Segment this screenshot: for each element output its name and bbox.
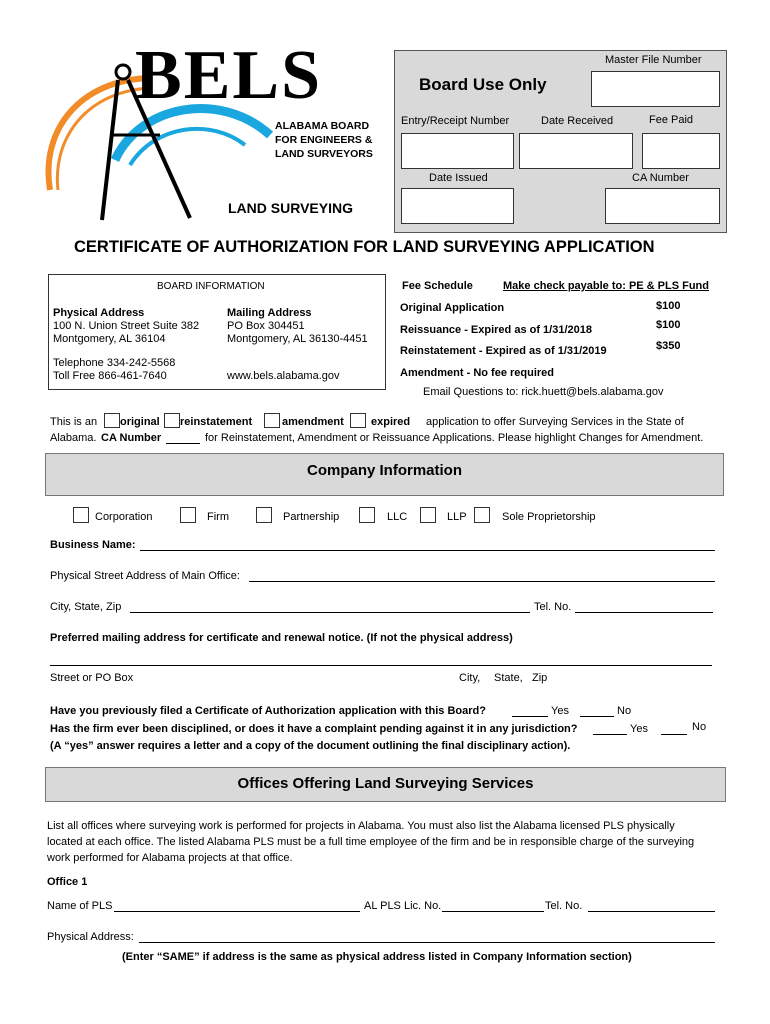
mailing-state-label: State, [494, 672, 523, 684]
name-of-pls-label: Name of PLS [47, 900, 113, 912]
physical-address-line2: Montgomery, AL 36104 [53, 333, 166, 345]
board-use-title: Board Use Only [419, 75, 547, 94]
office-tel-input[interactable] [588, 911, 715, 912]
date-received-field[interactable] [519, 133, 633, 169]
logo-line-3: LAND SURVEYORS [275, 148, 373, 160]
q2-yes-label: Yes [630, 723, 648, 735]
reissuance-fee-label: Reissuance - Expired as of 1/31/2018 [400, 324, 592, 336]
offices-paragraph-line2: located at each office. The listed Alabama PLS must be a full time employee of the firm and be in responsible charge of the surveying [47, 836, 695, 848]
llp-label: LLP [447, 511, 467, 523]
company-tel-label: Tel. No. [534, 601, 572, 613]
email-questions: Email Questions to: rick.huett@bels.alabama.gov [423, 386, 664, 398]
sole-proprietorship-label: Sole Proprietorship [502, 511, 596, 523]
ca-number-label: CA Number [632, 172, 689, 184]
entry-receipt-field[interactable] [401, 133, 514, 169]
llc-checkbox[interactable] [359, 507, 375, 523]
city-state-zip-input[interactable] [130, 612, 530, 613]
app-type-line2-suffix: for Reinstatement, Amendment or Reissuance Applications. Please highlight Changes for Amendment. [205, 432, 704, 444]
corporation-checkbox[interactable] [73, 507, 89, 523]
board-use-panel [394, 50, 727, 233]
business-name-input[interactable] [140, 550, 715, 551]
partnership-label: Partnership [283, 511, 340, 523]
logo [40, 37, 390, 225]
ca-number-field[interactable] [605, 188, 720, 224]
yes-answer-note: (A “yes” answer requires a letter and a copy of the document outlining the final disciplinary action). [50, 740, 571, 752]
offices-paragraph-line3: work performed for Alabama projects at that office. [47, 852, 293, 864]
amendment-fee-label: Amendment - No fee required [400, 367, 555, 379]
al-pls-lic-label: AL PLS Lic. No. [364, 900, 442, 912]
form-title: CERTIFICATE OF AUTHORIZATION FOR LAND SURVEYING APPLICATION [74, 238, 655, 256]
entry-receipt-label: Entry/Receipt Number [401, 115, 510, 127]
original-label: original [120, 416, 160, 428]
reinstatement-label: reinstatement [180, 416, 253, 428]
mailing-address-line2: Montgomery, AL 36130-4451 [227, 333, 368, 345]
date-issued-label: Date Issued [429, 172, 488, 184]
amendment-checkbox[interactable] [264, 413, 280, 428]
physical-street-label: Physical Street Address of Main Office: [50, 570, 240, 582]
ca-number-input[interactable] [166, 443, 200, 444]
app-type-suffix: application to offer Surveying Services in the State of [426, 416, 684, 428]
mailing-address-input[interactable] [50, 665, 712, 666]
physical-address-office-input[interactable] [139, 942, 715, 943]
board-info-heading: BOARD INFORMATION [157, 281, 265, 292]
telephone: Telephone 334-242-5568 [53, 357, 176, 369]
llc-label: LLC [387, 511, 408, 523]
app-type-prefix: This is an [50, 416, 98, 428]
expired-label: expired [371, 416, 411, 428]
firm-checkbox[interactable] [180, 507, 196, 523]
business-name-label: Business Name: [50, 539, 136, 551]
reinstatement-fee-amount: $350 [656, 340, 681, 352]
reinstatement-fee-label: Reinstatement - Expired as of 1/31/2019 [400, 345, 607, 357]
fee-paid-label: Fee Paid [649, 114, 694, 126]
offices-banner [45, 767, 726, 802]
master-file-number-field[interactable] [591, 71, 720, 107]
llp-checkbox[interactable] [420, 507, 436, 523]
q1-yes-input[interactable] [512, 716, 548, 717]
corporation-label: Corporation [95, 511, 153, 523]
offices-heading: Offices Offering Land Surveying Services [237, 775, 534, 792]
offices-paragraph-line1: List all offices where surveying work is performed for projects in Alabama. You must also list the Alabama licensed PLS physically [47, 820, 675, 832]
physical-address-label: Physical Address [53, 307, 145, 319]
date-issued-field[interactable] [401, 188, 514, 224]
logo-line-2: FOR ENGINEERS & [275, 134, 373, 146]
mailing-zip-label: Zip [532, 672, 548, 684]
original-fee-label: Original Application [400, 302, 505, 314]
toll-free: Toll Free 866-461-7640 [53, 370, 167, 382]
fee-schedule-heading: Fee Schedule [402, 280, 473, 292]
physical-address-office-label: Physical Address: [47, 931, 134, 943]
fee-schedule [392, 276, 722, 401]
q1-yes-label: Yes [551, 705, 569, 717]
company-info-banner [45, 453, 724, 496]
check-payable: Make check payable to: PE & PLS Fund [503, 280, 709, 292]
q2-yes-input[interactable] [593, 734, 627, 735]
board-info-box [48, 274, 386, 390]
amendment-label: amendment [282, 416, 344, 428]
expired-checkbox[interactable] [350, 413, 366, 428]
partnership-checkbox[interactable] [256, 507, 272, 523]
website: www.bels.alabama.gov [227, 370, 340, 382]
same-address-note: (Enter “SAME” if address is the same as physical address listed in Company Information section) [122, 951, 632, 963]
fee-paid-field[interactable] [642, 133, 720, 169]
sole-proprietorship-checkbox[interactable] [474, 507, 490, 523]
name-of-pls-input[interactable] [114, 911, 360, 912]
logo-subtitle: LAND SURVEYING [228, 200, 353, 216]
q2-no-label: No [692, 721, 707, 733]
app-type-line2-prefix: Alabama. [50, 432, 97, 444]
date-received-label: Date Received [541, 115, 614, 127]
question-previous-filing: Have you previously filed a Certificate of Authorization application with this Board? [50, 705, 486, 717]
city-state-zip-label: City, State, Zip [50, 601, 122, 613]
master-file-label: Master File Number [605, 54, 702, 66]
office-tel-label: Tel. No. [545, 900, 583, 912]
q1-no-label: No [617, 705, 632, 717]
preferred-mailing-note: Preferred mailing address for certificate and renewal notice. (If not the physical address) [50, 632, 513, 644]
logo-line-1: ALABAMA BOARD [275, 120, 370, 132]
mailing-city-label: City, [459, 672, 481, 684]
original-fee-amount: $100 [656, 300, 681, 312]
company-tel-input[interactable] [575, 612, 713, 613]
reissuance-fee-amount: $100 [656, 319, 681, 331]
reinstatement-checkbox[interactable] [164, 413, 180, 428]
q2-no-input[interactable] [661, 734, 687, 735]
question-disciplined: Has the firm ever been disciplined, or does it have a complaint pending against it in any jurisdiction? [50, 723, 578, 735]
street-po-label: Street or PO Box [50, 672, 134, 684]
q1-no-input[interactable] [580, 716, 614, 717]
physical-address-line1: 100 N. Union Street Suite 382 [53, 320, 200, 332]
original-checkbox[interactable] [104, 413, 120, 428]
logo-wordmark: BELS [135, 37, 322, 114]
mailing-address-line1: PO Box 304451 [227, 320, 305, 332]
mailing-address-label: Mailing Address [227, 307, 312, 319]
office-1-label: Office 1 [47, 876, 88, 888]
al-pls-lic-input[interactable] [442, 911, 544, 912]
ca-number-inline-label: CA Number [101, 432, 162, 444]
company-info-heading: Company Information [306, 462, 462, 479]
physical-street-input[interactable] [249, 581, 715, 582]
firm-label: Firm [207, 511, 229, 523]
